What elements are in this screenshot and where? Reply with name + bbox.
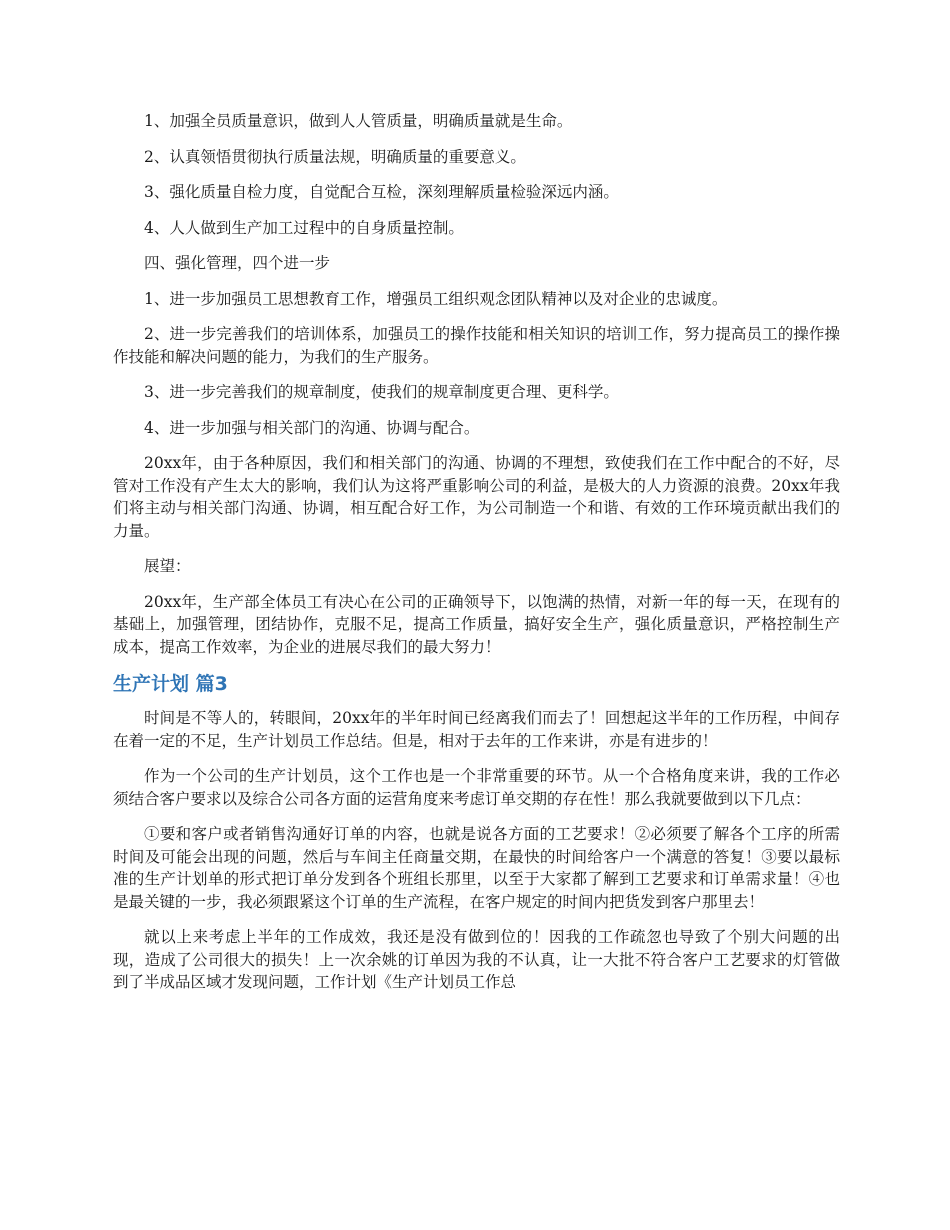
paragraph: ①要和客户或者销售沟通好订单的内容，也就是说各方面的工艺要求！②必须要了解各个工序的所需时间及可能会出现的问题，然后与车间主任商量交期，在最快的时间给客户一个满意的答复！③要以最标准的生产计划单的形式把订单分发到各个班组长那里，以至于大家都了解到工艺要求和订单需求量！④也是最关键的一步，我必须跟紧这个订单的生产流程，在客户规定的时间内把货发到客户那里去！ bbox=[113, 825, 840, 911]
section-heading: 生产计划 篇3 bbox=[113, 673, 228, 695]
paragraph: 时间是不等人的，转眼间，20xx年的半年时间已经离我们而去了！回想起这半年的工作历程，中间存在着一定的不足，生产计划员工作总结。但是，相对于去年的工作来讲，亦是有进步的！ bbox=[113, 709, 840, 750]
subsection-title: 四、强化管理，四个进一步 bbox=[144, 254, 331, 272]
paragraph: 4、人人做到生产加工过程中的自身质量控制。 bbox=[144, 218, 464, 237]
paragraph: 4、进一步加强与相关部门的沟通、协调与配合。 bbox=[144, 418, 480, 437]
paragraph: 20xx年，由于各种原因，我们和相关部门的沟通、协调的不理想，致使我们在工作中配合的不好，尽管对工作没有产生太大的影响，我们认为这将严重影响公司的利益，是极大的人力资源的浪费。20xx年我们将主动与相关部门沟通、协调，相互配合好工作，为公司制造一个和谐、有效的工作环境贡献出我们的力量。 bbox=[113, 454, 840, 540]
paragraph: 2、进一步完善我们的培训体系，加强员工的操作技能和相关知识的培训工作，努力提高员工的操作操作技能和解决问题的能力，为我们的生产服务。 bbox=[113, 325, 840, 366]
outlook-label: 展望： bbox=[144, 557, 191, 575]
document-page bbox=[113, 110, 840, 1007]
paragraph: 就以上来考虑上半年的工作成效，我还是没有做到位的！因我的工作疏忽也导致了个别大问题的出现，造成了公司很大的损失！上一次余姚的订单因为我的不认真，让一大批不符合客户工艺要求的灯管做到了半成品区域才发现问题，工作计划《生产计划员工作总 bbox=[113, 928, 840, 991]
paragraph: 20xx年，生产部全体员工有决心在公司的正确领导下，以饱满的热情，对新一年的每一天，在现有的基础上，加强管理，团结协作，克服不足，提高工作质量，搞好安全生产，强化质量意识，严格控制生产成本，提高工作效率，为企业的进展尽我们的最大努力！ bbox=[113, 592, 840, 656]
paragraph: 2、认真领悟贯彻执行质量法规，明确质量的重要意义。 bbox=[144, 147, 526, 166]
paragraph: 1、加强全员质量意识，做到人人管质量，明确质量就是生命。 bbox=[144, 112, 573, 130]
paragraph: 1、进一步加强员工思想教育工作，增强员工组织观念团队精神以及对企业的忠诚度。 bbox=[144, 289, 728, 308]
paragraph: 3、进一步完善我们的规章制度，使我们的规章制度更合理、更科学。 bbox=[144, 383, 619, 401]
paragraph: 作为一个公司的生产计划员，这个工作也是一个非常重要的环节。从一个合格角度来讲，我的工作必须结合客户要求以及综合公司各方面的运营角度来考虑订单交期的存在性！那么我就要做到以下几点： bbox=[113, 767, 840, 808]
paragraph: 3、强化质量自检力度，自觉配合互检，深刻理解质量检验深远内涵。 bbox=[144, 183, 619, 201]
